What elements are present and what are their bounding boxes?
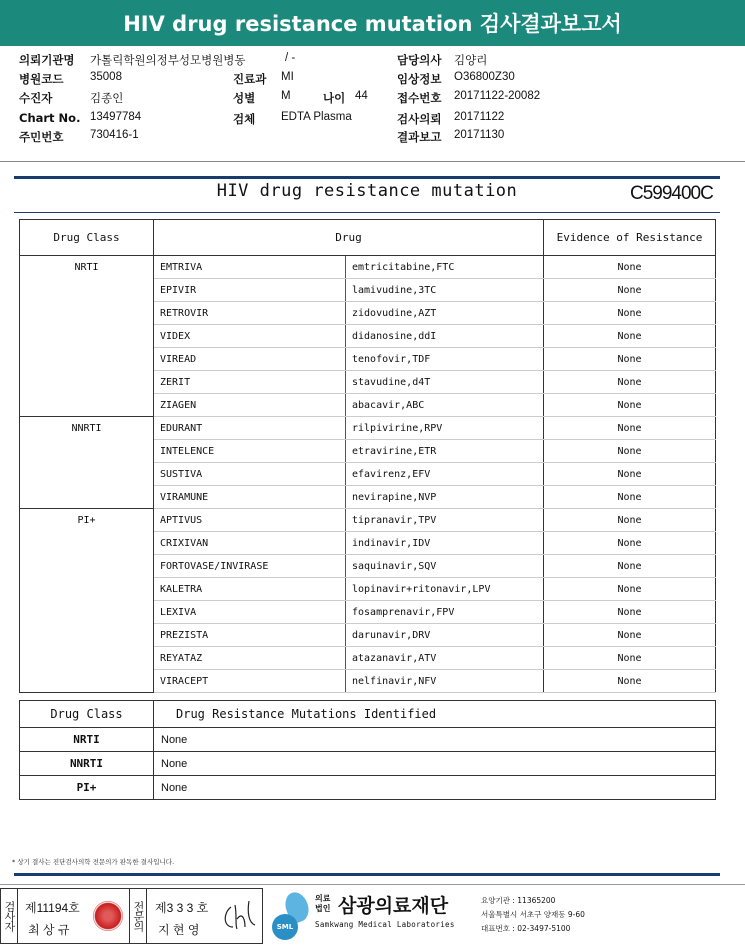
signature-box [0, 888, 263, 944]
evidence-cell: None [544, 647, 716, 670]
signature-icon [219, 897, 259, 935]
drug-generic-name: stavudine,d4T [346, 371, 544, 394]
doctor-value: 김양리 [454, 55, 488, 67]
section-code: C599400C [630, 183, 713, 204]
report-label: 결과보고 [397, 130, 442, 144]
drug-brand-name: SUSTIVA [154, 463, 346, 486]
request-date-value: 20171122 [454, 111, 505, 123]
dept-label: 진료과 [233, 72, 267, 86]
dept-value: MI [281, 71, 294, 83]
drug-brand-name: EDURANT [154, 417, 346, 440]
drug-generic-name: fosamprenavir,FPV [346, 601, 544, 624]
drug-generic-name: indinavir,IDV [346, 532, 544, 555]
table-row [20, 417, 716, 440]
drug-brand-name: LEXIVA [154, 601, 346, 624]
drug-generic-name: rilpivirine,RPV [346, 417, 544, 440]
chart-no-value: 13497784 [90, 111, 142, 123]
specimen-value: EDTA Plasma [281, 111, 352, 123]
evidence-cell: None [544, 509, 716, 532]
logo-badge: SML [272, 914, 298, 940]
drug-generic-name: didanosine,ddI [346, 325, 544, 348]
org-english-name: Samkwang Medical Laboratories [315, 920, 455, 929]
section-rule-bottom [14, 212, 720, 213]
evidence-cell: None [544, 532, 716, 555]
drug-brand-name: VIRACEPT [154, 670, 346, 693]
drug-generic-name: emtricitabine,FTC [346, 256, 544, 279]
drug-brand-name: ZIAGEN [154, 394, 346, 417]
drug-brand-name: KALETRA [154, 578, 346, 601]
sex-label: 성별 [233, 91, 256, 105]
drug-generic-name: lamivudine,3TC [346, 279, 544, 302]
summary-class: NRTI [20, 728, 154, 752]
drug-brand-name: RETROVIR [154, 302, 346, 325]
drug-generic-name: tipranavir,TPV [346, 509, 544, 532]
chart-no-label: Chart No. [19, 111, 81, 125]
drug-generic-name: etravirine,ETR [346, 440, 544, 463]
drug-generic-name: tenofovir,TDF [346, 348, 544, 371]
drug-generic-name: nelfinavir,NFV [346, 670, 544, 693]
org-logo [268, 888, 478, 944]
drug-brand-name: EMTRIVA [154, 256, 346, 279]
drug-brand-name: REYATAZ [154, 647, 346, 670]
official-seal-icon [93, 901, 123, 931]
org-code: 요양기관 : 11365200 [481, 896, 556, 905]
section-rule-top [14, 176, 720, 179]
header-drug-class: Drug Class [20, 220, 154, 256]
drug-brand-name: INTELENCE [154, 440, 346, 463]
summary-header-mutations: Drug Resistance Mutations Identified [154, 701, 716, 728]
drug-table [19, 219, 716, 693]
evidence-cell: None [544, 670, 716, 693]
evidence-cell: None [544, 463, 716, 486]
drug-generic-name: efavirenz,EFV [346, 463, 544, 486]
summary-value: None [154, 776, 716, 800]
divider [0, 161, 745, 162]
org-phone: 대표번호 : 02-3497-5100 [481, 924, 571, 933]
drug-class-cell: NRTI [20, 256, 154, 417]
footer-divider [0, 884, 745, 885]
patient-name-label: 수진자 [19, 91, 53, 105]
evidence-cell: None [544, 348, 716, 371]
summary-class: NNRTI [20, 752, 154, 776]
drug-brand-name: EPIVIR [154, 279, 346, 302]
summary-value: None [154, 752, 716, 776]
org-name: 삼광의료재단 [338, 895, 449, 917]
org-prefix: 의료 법인 [315, 894, 331, 913]
evidence-cell: None [544, 325, 716, 348]
evidence-cell: None [544, 302, 716, 325]
accession-label: 접수번호 [397, 91, 442, 105]
evidence-cell: None [544, 624, 716, 647]
specimen-label: 검체 [233, 112, 256, 126]
evidence-cell: None [544, 371, 716, 394]
evidence-cell: None [544, 394, 716, 417]
hospital-code-label: 병원코드 [19, 72, 64, 86]
drug-class-cell: PI+ [20, 509, 154, 693]
drug-generic-name: saquinavir,SQV [346, 555, 544, 578]
patient-info [0, 52, 745, 162]
drug-brand-name: APTIVUS [154, 509, 346, 532]
request-label: 검사의뢰 [397, 112, 442, 126]
evidence-cell: None [544, 256, 716, 279]
accession-value: 20171122-20082 [454, 90, 541, 102]
specialist-label: 전문의 [129, 889, 147, 943]
age-label: 나이 [323, 91, 346, 105]
institution-label: 의뢰기관명 [19, 53, 75, 67]
evidence-cell: None [544, 279, 716, 302]
specialist-number: 제3 3 3 호 [155, 901, 209, 915]
evidence-cell: None [544, 486, 716, 509]
clinical-label: 임상정보 [397, 72, 442, 86]
report-date-value: 20171130 [454, 129, 505, 141]
evidence-cell: None [544, 440, 716, 463]
drug-brand-name: CRIXIVAN [154, 532, 346, 555]
tester-label: 검사자 [1, 889, 18, 943]
drug-brand-name: VIDEX [154, 325, 346, 348]
institution-value: 가톨릭학원의정부성모병원병동 [90, 55, 246, 67]
table-row [20, 256, 716, 279]
header-drug: Drug [154, 220, 544, 256]
specialist-name: 지 현 영 [158, 923, 200, 937]
age-value: 44 [355, 90, 368, 102]
header-evidence: Evidence of Resistance [544, 220, 716, 256]
tester-name: 최 상 규 [28, 923, 70, 937]
summary-class: PI+ [20, 776, 154, 800]
footnote: * 상기 결사는 진단검사의학 전문의가 판독한 결사입니다. [12, 858, 175, 866]
drug-generic-name: atazanavir,ATV [346, 647, 544, 670]
footer-rule [14, 873, 720, 876]
section-title: HIV drug resistance mutation [216, 181, 518, 201]
drug-brand-name: PREZISTA [154, 624, 346, 647]
drug-brand-name: VIRAMUNE [154, 486, 346, 509]
drug-class-cell: NNRTI [20, 417, 154, 509]
drug-generic-name: zidovudine,AZT [346, 302, 544, 325]
hospital-code-value: 35008 [90, 71, 122, 83]
doctor-label: 담당의사 [397, 53, 442, 67]
evidence-cell: None [544, 417, 716, 440]
sex-value: M [281, 90, 291, 102]
drug-generic-name: darunavir,DRV [346, 624, 544, 647]
clinical-value: O36800Z30 [454, 71, 515, 83]
ward-value: / - [285, 52, 296, 64]
summary-value: None [154, 728, 716, 752]
drug-generic-name: nevirapine,NVP [346, 486, 544, 509]
report-title: HIV drug resistance mutation 검사결과보고서 [0, 0, 745, 46]
evidence-cell: None [544, 578, 716, 601]
org-address: 서울특별시 서초구 양재동 9-60 [481, 910, 585, 919]
drug-generic-name: abacavir,ABC [346, 394, 544, 417]
org-contact [481, 894, 585, 936]
summary-table [19, 700, 716, 800]
patient-name-value: 김종인 [90, 93, 124, 105]
evidence-cell: None [544, 555, 716, 578]
drug-brand-name: VIREAD [154, 348, 346, 371]
id-value: 730416-1 [90, 129, 139, 141]
drug-generic-name: lopinavir+ritonavir,LPV [346, 578, 544, 601]
id-label: 주민번호 [19, 130, 64, 144]
drug-brand-name: ZERIT [154, 371, 346, 394]
table-row [20, 509, 716, 532]
summary-header-class: Drug Class [20, 701, 154, 728]
drug-brand-name: FORTOVASE/INVIRASE [154, 555, 346, 578]
tester-number: 제11194호 [25, 901, 80, 915]
evidence-cell: None [544, 601, 716, 624]
